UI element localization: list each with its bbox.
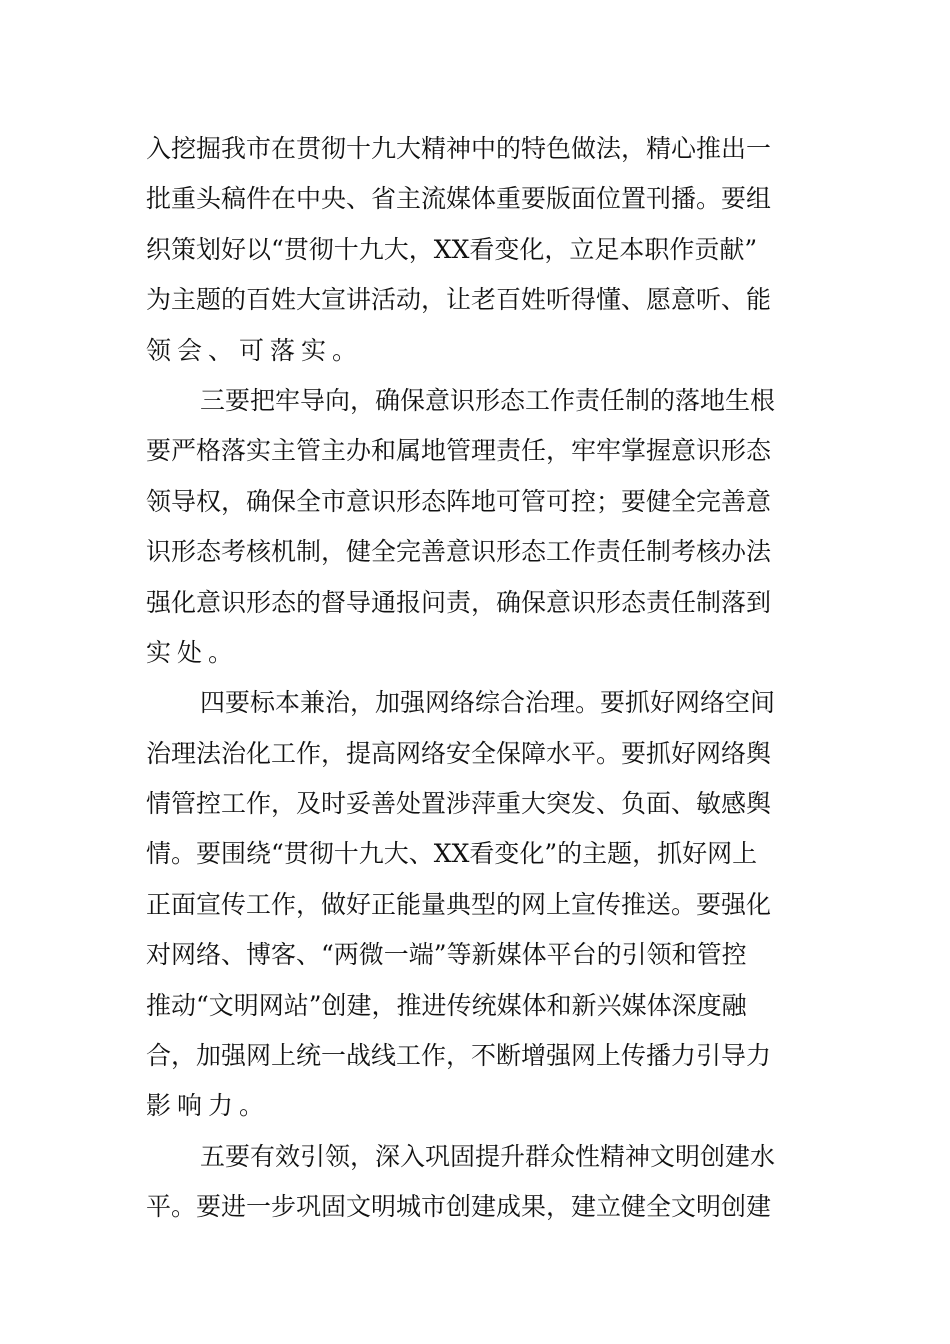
text-line: 实处。 <box>146 637 240 667</box>
text-line: 推动“文明网站”创建，推进传统媒体和新兴媒体深度融 <box>146 990 747 1020</box>
text-line: 三要把牢导向，确保意识形态工作责任制的落地生根 <box>200 385 776 415</box>
text-line: 入挖掘我市在贯彻十九大精神中的特色做法，精心推出一 <box>146 134 772 163</box>
text-line: 识形态考核机制，健全完善意识形态工作责任制考核办法 <box>146 537 772 567</box>
text-line: 情。要围绕“贯彻十九大、XX看变化”的主题，抓好网上 <box>146 839 758 869</box>
text-line: 影响力。 <box>146 1091 271 1121</box>
text-line: 对网络、博客、“两微一端”等新媒体平台的引领和管控 <box>146 940 747 970</box>
text-line: 要严格落实主管主办和属地管理责任，牢牢掌握意识形态 <box>146 436 772 466</box>
text-line: 五要有效引领，深入巩固提升群众性精神文明创建水 <box>200 1141 776 1171</box>
text-line: 为主题的百姓大宣讲活动，让老百姓听得懂、愿意听、能 <box>146 285 772 315</box>
text-line: 平。要进一步巩固文明城市创建成果，建立健全文明创建 <box>146 1192 772 1222</box>
text-line: 治理法治化工作，提高网络安全保障水平。要抓好网络舆 <box>146 738 772 768</box>
text-line: 织策划好以“贯彻十九大，XX看变化，立足本职作贡献” <box>146 234 758 264</box>
text-line: 领导权，确保全市意识形态阵地可管可控；要健全完善意 <box>146 486 772 516</box>
text-line: 情管控工作，及时妥善处置涉萍重大突发、负面、敏感舆 <box>146 789 772 819</box>
text-line: 批重头稿件在中央、省主流媒体重要版面位置刊播。要组 <box>146 184 772 214</box>
document-body <box>146 124 806 1233</box>
text-line: 领会、可落实。 <box>146 335 364 365</box>
text-line: 四要标本兼治，加强网络综合治理。要抓好网络空间 <box>200 688 776 718</box>
text-line: 正面宣传工作，做好正能量典型的网上宣传推送。要强化 <box>146 889 772 919</box>
text-line: 强化意识形态的督导通报问责，确保意识形态责任制落到 <box>146 587 772 617</box>
text-line: 合，加强网上统一战线工作，不断增强网上传播力引导力 <box>146 1041 772 1071</box>
